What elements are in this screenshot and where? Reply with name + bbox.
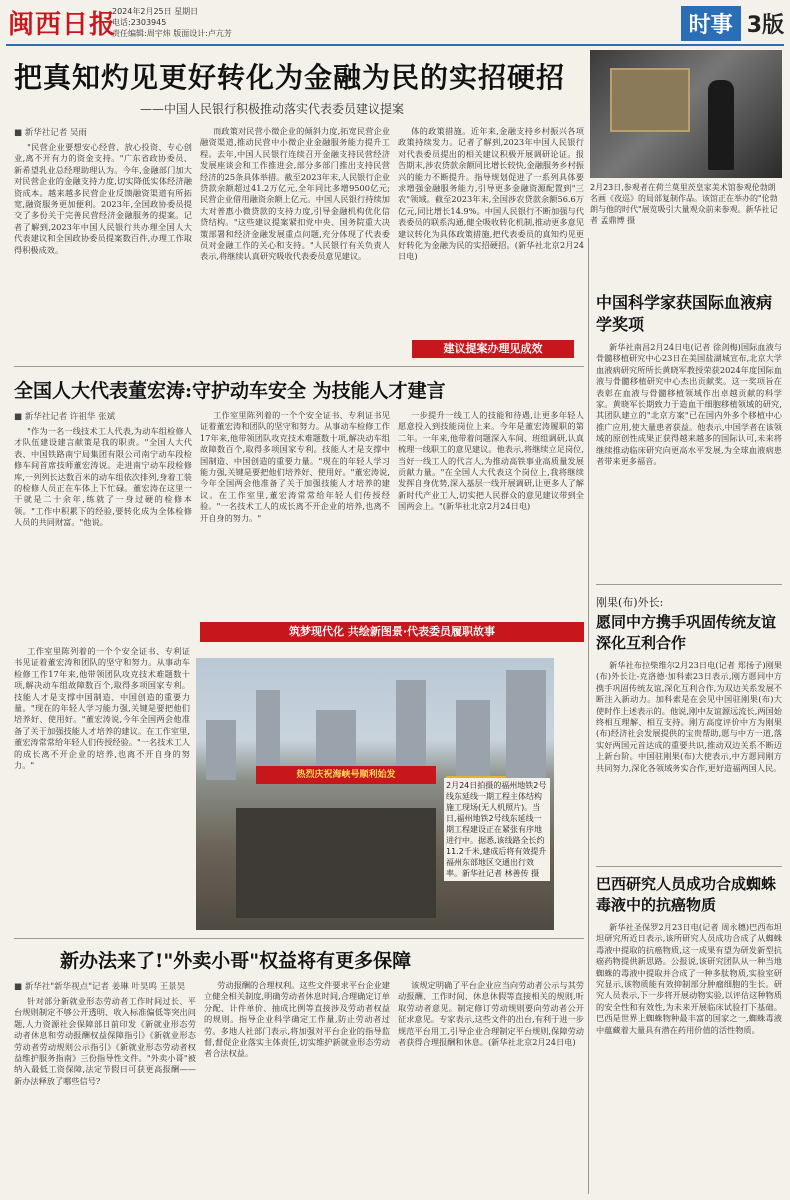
lead-body-1: "民营企业要想安心经营、放心投资、专心创业,离不开有力的资金支持。"广东省政协委员、新希望乳业总经理助理认为。今年,金融部门加大对民营企业的金融支持力度,切实降低实体经济融资成本。越来越多民营企业反馈融资渠道有所拓宽,融资服务更加便利。2023年,全国政协委员提交了多份关于完善民营经济金融服务的提案。记者了解到,2023年中国人民银行共办理全国人大代表建议和全国政协委员提案数百件,办理工作取得积极成效。: [14, 142, 192, 255]
lead-headline: 把真知灼见更好转化为金融为民的实招硬招: [14, 61, 566, 94]
article2-column-1: [14, 410, 192, 640]
construction-pit: [236, 808, 436, 918]
divider: [14, 366, 584, 367]
article6-column-1: [14, 980, 196, 1194]
lead-body-2: 而政策对民营小微企业的倾斜力度,拓宽民营企业融资渠道,推动民营中小微企业金融服务能力提升工程。去年,中国人民银行连续召开金融支持民营经济发展座谈会和工作推进会,部分多部门推出支持民营经济的25条具体举措。截至2023年末,人民银行企业贷款余额超过41.2万亿元,全年同比多增9500亿元;民营企业借用融资余额上亿元。中国人民银行持续加大对普惠小微贷款的支持力度,引导金融机构优化信贷结构。"这些建议提案紧扣党中央、国务院重大决策部署和经济金融发展重点问题,充分体现了代表委员对金融工作的关心和支持。"人民银行有关负责人表示,将继续认真研究吸收代表委员意见建议。: [200, 126, 390, 262]
building-shape: [506, 670, 546, 780]
lead-subhead: ——中国人民银行积极推动落实代表委员建议提案: [140, 102, 405, 116]
section-name: 时事: [681, 6, 741, 41]
article6-body-2: 劳动报酬的合理权利。这些文件要求平台企业建立健全相关制度,明确劳动者休息时间,合理确定订单分配、计件单价、抽成比例等直接涉及劳动者权益的规则。指导企业科学确定工作量,防止劳动者过劳。多地人社部门表示,将加强对平台企业的指导监督,督促企业落实主体责任,切实维护新就业形态劳动者合法权益。: [204, 980, 390, 1059]
divider: [596, 584, 782, 585]
building-shape: [396, 680, 426, 780]
article5-column: [596, 922, 782, 1194]
visitor-silhouette: [708, 80, 734, 170]
article2-body-3: 一步提升一线工人的技能和待遇,让更多年轻人愿意投入到技能岗位上来。今年是董宏涛履职的第二年。一年来,他带着问题深入车间、班组调研,认真梳理一线职工的意见建议。他表示,将继续立足岗位,当好一线工人的代言人,为推动高铁事业高质量发展贡献力量。"在全国人大代表这个岗位上,我将继续发挥自身优势,深入基层一线开展调研,让更多人了解新时代产业工人,切实把人民群众的意见建议带到全国两会上。"(新华社北京2月24日电): [398, 410, 584, 512]
article2-body-continued: 工作室里陈列着的一个个安全证书、专利证书见证着董宏涛和团队的坚守和努力。从事动车检修工作17年来,他带领团队攻克技术难题数十项,解决动车组故障数百个,取得多项国家专利。技能人才是支撑中国制造、中国创造的重要力量。"现在的年轻人学习能力强,关键是要把他们培养好、使用好。"董宏涛说,今年全国两会他准备了关于加强技能人才培养的建议。在工作室里,董宏涛常常给年轻人们传授经验。"一名技术工人的成长离不开企业的培养,也离不开自身的努力。": [14, 646, 190, 771]
masthead-date: 2024年2月25日 星期日: [112, 7, 199, 16]
lead-column-1: [14, 126, 192, 358]
article5-body: 新华社圣保罗2月23日电(记者 周永穗)巴西布坦坦研究所近日表示,该所研究人员成功合成了从蜘蛛毒液中提取的抗癌物质,这一成果有望为研发新型抗癌药物提供新思路。公报说,该研究团队从一种当地蜘蛛的毒液中提取并合成了一种多肽物质,实验室研究显示,该物质能有效抑制部分肿瘤细胞的生长。研究人员表示,下一步将开展动物实验,以评估这种物质的安全性和有效性,为未来开展临床试验打下基础。巴西是世界上蜘蛛物种最丰富的国家之一,蜘蛛毒液中蕴藏着大量具有潜在药用价值的活性物质。: [596, 922, 782, 1035]
article3-headline: 中国科学家获国际血液病学奖项: [596, 293, 773, 334]
lead-column-2: [200, 126, 390, 358]
article2-body-1: "作为一名一线技术工人代表,为动车组检修人才队伍建设建言献策是我的职责。"全国人大代表、中国铁路南宁局集团有限公司南宁动车段检修车间首席技师董宏涛说。走进南宁动车段检修库,一列列长达数百米的动车组依次排列,身着工装的检修人员正在车体上下忙碌。董宏涛在这里一干就是二十余年,练就了一身过硬的检修本领。"工作中积累下的经验,要转化成为全体检修人员的共同财富。"他说。: [14, 426, 192, 528]
divider: [596, 866, 782, 867]
article2-body-2: 工作室里陈列着的一个个安全证书、专利证书见证着董宏涛和团队的坚守和努力。从事动车检修工作17年来,他带领团队攻克技术难题数十项,解决动车组故障数百个,取得多项国家专利。技能人才是支撑中国制造、中国创造的重要力量。"现在的年轻人学习能力强,关键是要把他们培养好、使用好。"董宏涛说,今年全国两会他准备了关于加强技能人才培养的建议。在工作室里,董宏涛常常给年轻人们传授经验。"一名技术工人的成长离不开企业的培养,也离不开自身的努力。": [200, 410, 390, 523]
article2-column-3: [398, 410, 584, 616]
metro-photo-caption: 2月24日拍摄的福州地铁2号线东延线一期工程主体结构施工现场(无人机照片)。当日,福州地铁2号线东延线一期工程建设正在紧张有序地进行中。据悉,该线路全长约11.2千米,建成后将有效提升福州东部地区交通出行效率。新华社记者 林善传 摄: [444, 778, 550, 881]
article6-column-3: [398, 980, 584, 1194]
article5-headline: 巴西研究人员成功合成蜘蛛毒液中的抗癌物质: [596, 875, 777, 914]
lead-banner: 建议提案办理见成效: [412, 340, 574, 358]
masthead-phone: 电话:2303945: [112, 18, 167, 27]
article2-byline: ■ 新华社记者 许祖华 张斌: [14, 412, 116, 422]
lead-byline: ■ 新华社记者 吴雨: [14, 128, 87, 138]
lead-body-3: 体的政策措施。近年来,金融支持乡村振兴各项政策持续发力。记者了解到,2023年中国人民银行对代表委员提出的相关建议积极开展调研论证。报告期末,涉农贷款余额同比增长较快,金融服务乡村振兴的能力不断提升。指导规划促进了一系列具体要求增强金融服务能力,引导更多金融资源配置到"三农"领域。截至2023年末,全国涉农贷款余额56.6万亿元,同比增长14.9%。中国人民银行不断加强与代表委员的联系沟通,健全吸收转化机制,推动更多意见建议转化为具体政策措施,把代表委员的真知灼见更好转化为金融为民的实招硬招。(新华社北京2月24日电): [398, 126, 584, 262]
museum-photo: [590, 50, 782, 178]
sidebar-divider: [588, 238, 589, 1194]
article6-body-1: 针对部分新就业形态劳动者工作时间过长、平台规则制定不够公开透明、收入标准偏低等突出问题,人力资源社会保障部日前印发《新就业形态劳动者休息和劳动报酬权益保障指引》《新就业形态劳动者劳动规则公示指引》《新就业形态劳动者权益维护服务指南》三份指导性文件。"外卖小哥"被纳入最低工资保障,法定节假日可获更高报酬——新办法释放了哪些信号?: [14, 996, 196, 1086]
article4-label: 刚果(布)外长:: [596, 596, 664, 609]
article3-column: [596, 342, 782, 574]
article4-body: 新华社布拉柴维尔2月23日电(记者 郑扬子)刚果(布)外长让-克洛德·加科索23日表示,刚方愿同中方携手巩固传统友谊,深化互利合作,为双边关系发展不断注入新动力。加科索是在会见中国驻刚果(布)大使时作上述表示的。他说,刚中友谊源远流长,两国始终相互理解、相互支持。刚方高度评价中方为刚果(布)经济社会发展提供的宝贵帮助,愿与中方一道,落实好两国元首达成的重要共识,推动双边关系不断迈上新台阶。中国驻刚果(布)大使表示,中方愿同刚方共同努力,深化各领域务实合作,更好造福两国人民。: [596, 660, 782, 773]
article2-banner: 筑梦现代化 共绘新图景·代表委员履职故事: [200, 622, 584, 642]
masthead-editor: 责任编辑:周宇炜 版面设计:卢亢芳: [112, 29, 232, 38]
article6-body-3: 该规定明确了平台企业应当向劳动者公示与其劳动报酬、工作时间、休息休假等直接相关的规则,听取劳动者意见。制定修订劳动规则要向劳动者公开征求意见。专家表示,这些文件的出台,有利于进一步规范平台用工,引导企业合理制定平台规则,保障劳动者获得合理报酬和休息。(新华社北京2月24日电): [398, 980, 584, 1048]
article6-column-2: [204, 980, 390, 1194]
building-shape: [456, 700, 490, 780]
lead-column-3: [398, 126, 584, 336]
newspaper-logo: 闽西日报: [8, 10, 117, 40]
divider: [14, 938, 584, 939]
article2-continuation: [14, 646, 190, 930]
article2-headline: 全国人大代表董宏涛:守护动车安全 为技能人才建言: [14, 380, 446, 402]
article2-column-2: [200, 410, 390, 616]
painting-image: [610, 68, 690, 132]
article6-byline: ■ 新华社"新华视点"记者 姜琳 叶昊鸣 王景昊: [14, 982, 186, 992]
article6-headline: 新办法来了!"外卖小哥"权益将有更多保障: [60, 950, 412, 972]
construction-banner: 热烈庆祝海峡号顺利始发: [256, 766, 436, 784]
masthead-info: [112, 6, 232, 39]
masthead-rule: [6, 44, 784, 46]
building-shape: [206, 720, 236, 780]
section-number: 3版: [746, 12, 784, 38]
museum-photo-caption: 2月23日,参观者在荷兰莫里茨皇家美术馆参观伦勃朗名画《夜巡》的局部复制作品。该馆正在举办的"伦勃朗与他的时代"展览吸引大量观众前来参观。新华社记者 孟鼎博 摄: [590, 183, 778, 225]
article4-column: [596, 660, 782, 856]
article4-headline: 愿同中方携手巩固传统友谊深化互利合作: [596, 613, 777, 652]
section-label: [681, 4, 784, 42]
masthead: [0, 0, 790, 44]
article3-body: 新华社南昌2月24日电(记者 徐剑梅)国际血液与骨髓移植研究中心23日在美国盐湖城宣布,北京大学血液病研究所所长黄晓军教授荣获2024年度国际血液与骨髓移植研究中心杰出贡献奖。这一奖项旨在表彰在血液与骨髓移植领域作出卓越贡献的科学家。黄晓军长期致力于造血干细胞移植领域的研究,其团队建立的"北京方案"已在国内外多个移植中心推广应用,使大量患者获益。他表示,中国学者在该领域的原创性成果正获得越来越多的国际认可,未来将继续推动临床研究向更高水平发展,为全球血液病患者带来更多福音。: [596, 342, 782, 467]
